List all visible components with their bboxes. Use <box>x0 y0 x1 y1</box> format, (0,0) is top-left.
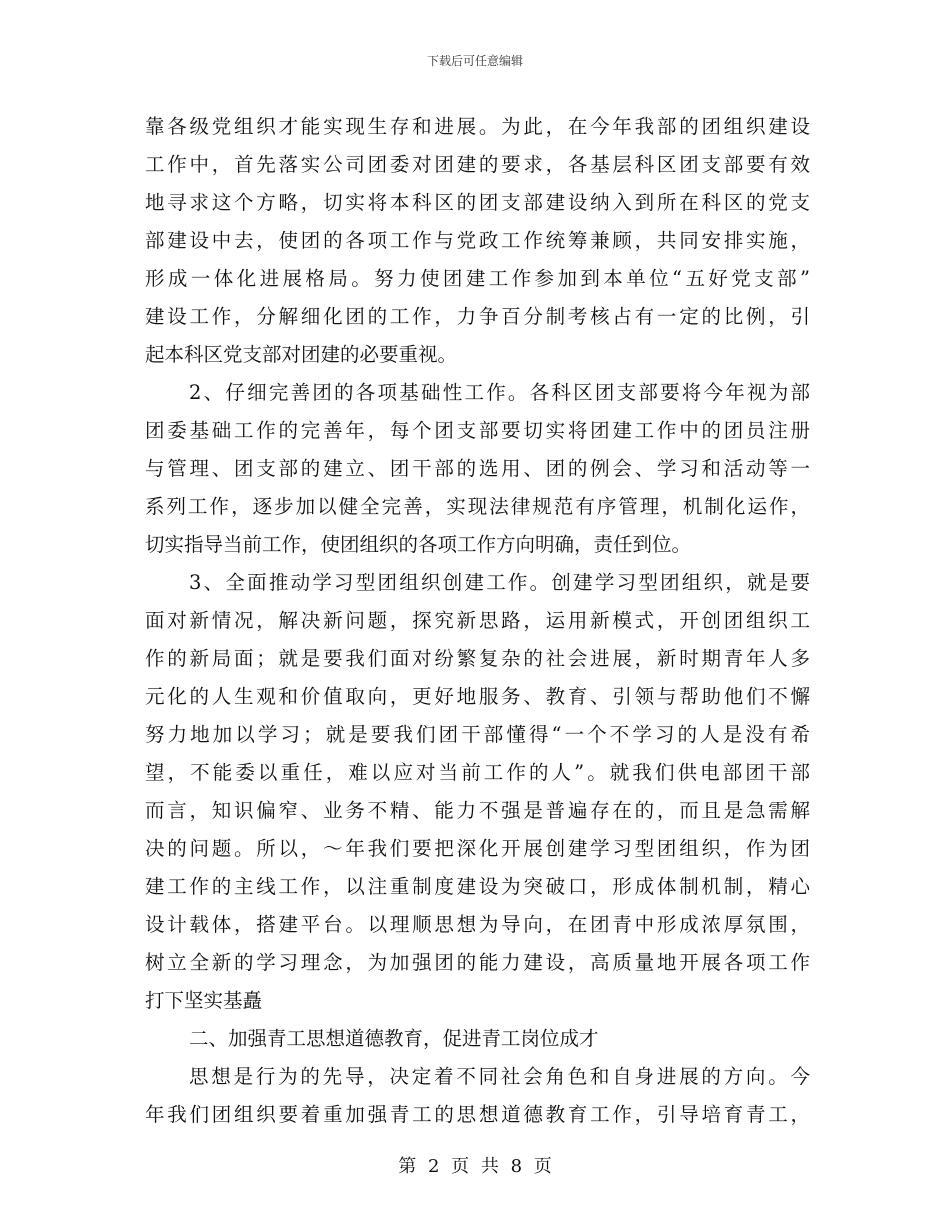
text-line: 部建设中去，使团的各项工作与党政工作统筹兼顾，共同安排实施， <box>145 229 810 252</box>
text-line: 建工作的主线工作，以注重制度建设为突破口，形成体制机制，精心 <box>145 875 810 898</box>
text-line: 团委基础工作的完善年，每个团支部要切实将团建工作中的团员注册 <box>145 419 810 442</box>
text-line: 面对新情况，解决新问题，探究新思路，运用新模式，开创团组织工 <box>145 609 810 632</box>
text-line: 形成一体化进展格局。努力使团建工作参加到本单位“五好党支部” <box>145 267 810 290</box>
text-line: 努力地加以学习；就是要我们团干部懂得“一个不学习的人是没有希 <box>145 723 810 746</box>
text-line: 决的问题。所以，～年我们要把深化开展创建学习型团组织，作为团 <box>145 837 810 860</box>
text-line: 切实指导当前工作，使团组织的各项工作方向明确，责任到位。 <box>145 533 692 556</box>
text-line: 设计载体，搭建平台。以理顺思想为导向，在团青中形成浓厚氛围， <box>145 913 810 936</box>
text-line: 与管理、团支部的建立、团干部的选用、团的例会、学习和活动等一 <box>145 457 810 480</box>
text-line: 元化的人生观和价值取向，更好地服务、教育、引领与帮助他们不懈 <box>145 685 810 708</box>
text-line: 二、加强青工思想道德教育，促进青工岗位成才 <box>189 1027 599 1050</box>
page-number-footer: 第 2 页 共 8 页 <box>398 1156 552 1177</box>
text-line: 工作中，首先落实公司团委对团建的要求，各基层科区团支部要有效 <box>145 153 810 176</box>
text-line: 望，不能委以重任，难以应对当前工作的人”。就我们供电部团干部 <box>145 761 810 784</box>
text-line: 地寻求这个方略，切实将本科区的团支部建设纳入到所在科区的党支 <box>145 191 810 214</box>
text-line: 年我们团组织要着重加强青工的思想道德教育工作，引导培育青工， <box>145 1103 810 1126</box>
text-line: 系列工作，逐步加以健全完善，实现法律规范有序管理，机制化运作， <box>145 495 810 518</box>
text-line: 树立全新的学习理念，为加强团的能力建设，高质量地开展各项工作 <box>145 951 810 974</box>
document-body <box>145 108 810 1134</box>
page-header: 下载后可任意编辑 <box>426 54 523 68</box>
text-line: 作的新局面；就是要我们面对纷繁复杂的社会进展，新时期青年人多 <box>145 647 810 670</box>
text-line: 思想是行为的先导，决定着不同社会角色和自身进展的方向。今 <box>189 1065 810 1088</box>
text-line: 建设工作，分解细化团的工作，力争百分制考核占有一定的比例，引 <box>145 305 810 328</box>
text-line: 2、仔细完善团的各项基础性工作。各科区团支部要将今年视为部 <box>189 381 810 404</box>
text-line: 而言，知识偏窄、业务不精、能力不强是普遍存在的，而且是急需解 <box>145 799 810 822</box>
text-line: 靠各级党组织才能实现生存和进展。为此，在今年我部的团组织建设 <box>145 115 810 138</box>
text-line: 起本科区党支部对团建的必要重视。 <box>145 343 458 366</box>
text-line: 3、全面推动学习型团组织创建工作。创建学习型团组织，就是要 <box>189 571 810 594</box>
text-line: 打下坚实基矗 <box>145 989 263 1012</box>
